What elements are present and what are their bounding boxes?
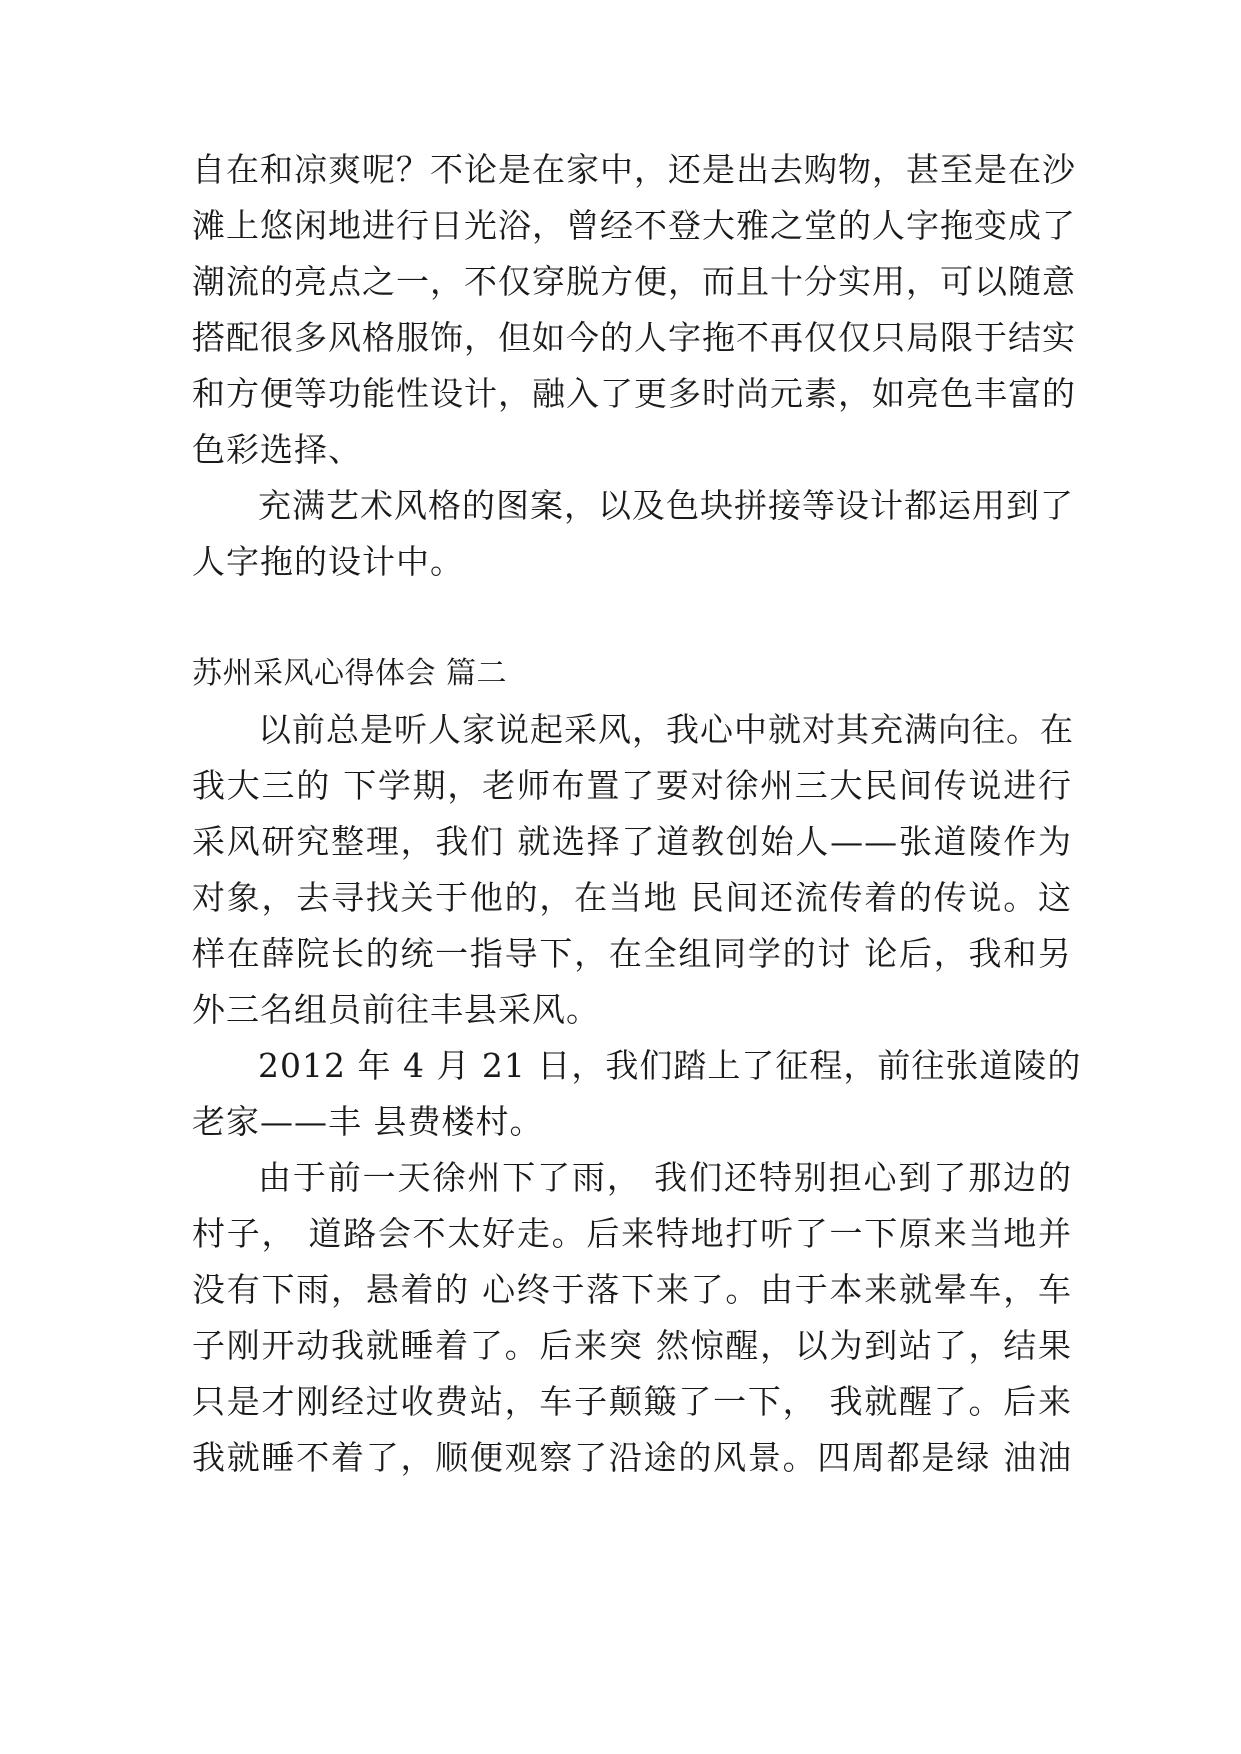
text-line: 充满艺术风格的图案，以及色块拼接等设计都运用到了: [258, 486, 1074, 525]
text-line: 只是才刚经过收费站，车子颠簸了一下， 我就醒了。后来: [192, 1382, 1072, 1421]
text-line: 采风研究整理，我们 就选择了道教创始人——张道陵作为: [192, 822, 1072, 861]
text-line: 外三名组员前往丰县采风。: [192, 990, 600, 1029]
text-line: 我大三的 下学期，老师布置了要对徐州三大民间传说进行: [192, 766, 1072, 805]
text-line: 潮流的亮点之一，不仅穿脱方便，而且十分实用，可以随意: [192, 262, 1076, 301]
text-line: 2012 年 4 月 21 日，我们踏上了征程，前往张道陵的: [258, 1046, 1082, 1085]
text-line: 我就睡不着了，顺便观察了沿途的风景。四周都是绿 油油: [192, 1438, 1072, 1477]
text-line: 由于前一天徐州下了雨， 我们还特别担心到了那边的: [258, 1158, 1072, 1197]
text-line: 子刚开动我就睡着了。后来突 然惊醒，以为到站了，结果: [192, 1326, 1072, 1365]
text-line: 以前总是听人家说起采风，我心中就对其充满向往。在: [258, 710, 1074, 749]
text-line: 色彩选择、: [192, 430, 362, 469]
text-line: 村子， 道路会不太好走。后来特地打听了一下原来当地并: [192, 1214, 1072, 1253]
text-line: 和方便等功能性设计，融入了更多时尚元素，如亮色丰富的: [192, 374, 1076, 413]
text-line: 样在薛院长的统一指导下，在全组同学的讨 论后，我和另: [192, 934, 1072, 973]
text-line: 滩上悠闲地进行日光浴，曾经不登大雅之堂的人字拖变成了: [192, 206, 1076, 245]
section-title: 苏州采风心得体会 篇二: [192, 656, 508, 691]
text-line: 老家——丰 县费楼村。: [192, 1102, 544, 1141]
text-line: 没有下雨，悬着的 心终于落下来了。由于本来就晕车，车: [192, 1270, 1072, 1309]
text-line: 自在和凉爽呢？不论是在家中，还是出去购物，甚至是在沙: [192, 150, 1076, 189]
text-line: 搭配很多风格服饰，但如今的人字拖不再仅仅只局限于结实: [192, 318, 1076, 357]
text-line: 对象，去寻找关于他的，在当地 民间还流传着的传说。这: [192, 878, 1072, 917]
text-line: 人字拖的设计中。: [192, 542, 464, 581]
